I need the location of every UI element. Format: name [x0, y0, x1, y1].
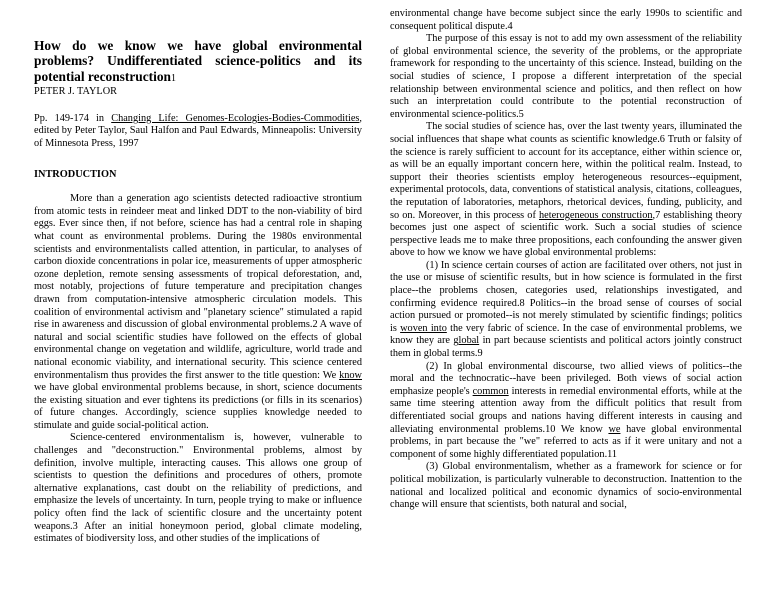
proposition-2: (2) In global environmental discourse, two allied views of politics--the moral and the technocratic--have been privileged. Both views of social action emphasize people's common interests in remedial environmental efforts, while at the same time steering attention away from the difficult politics that result from differentiated social groups and nations having different interests in causing and alleviating environmental problems.10 We know we have global environmental problems, in part because the "we" referred to acts as if it were unitary and not a component of some highly differentiated population.11 — [390, 360, 742, 460]
title-footnote-marker: 1 — [171, 72, 176, 84]
book-title: Changing Life: Genomes-Ecologies-Bodies-Commodities — [111, 112, 360, 124]
citation: Pp. 149-174 in Changing Life: Genomes-Ecologies-Bodies-Commodities, edited by Peter Taylor, Saul Halfon and Paul Edwards, Minneapolis: University of Minnesota Press, 1997 — [34, 112, 362, 149]
paragraph: The social studies of science has, over the last twenty years, illuminated the social influences that shape what counts as scientific knowledge.6 Truth or falsity of the science is rarely sufficient to account for its acceptance, either within science or, as will be an equally important concern here, within the political realm. Instead, to support their theories scientists employ heterogeneous resources--equipment, experimental protocols, data, conventions of statistical analysis, citations, colleagues, the reputation of laboratories, metaphors, rhetorical devices, funding, publicity, and so on. Moreover, in this process of heterogeneous construction,7 establishing theory becomes just one aspect of scientific work. Such a social studies of science perspective leads me to make three propositions, each confounding the answer given above to how we know we have global environmental problems: — [390, 121, 742, 259]
proposition-1: (1) In science certain courses of action are facilitated over others, not just in the use or misuse of scientific results, but in how science is formulated in the first place--the problems chosen, categories used, relationships investigated, and confirming evidence required.8 Politics--in the broad sense of courses of social action pursued or promoted--is not merely stimulated by scientific findings; politics is woven into the very fabric of science. In the case of environmental problems, we know they are global in part because scientists and political actors jointly construct them in global terms.9 — [390, 259, 742, 360]
paragraph: Science-centered environmentalism is, however, vulnerable to challenges and "deconstruction." Environmental problems, almost by definition, involve multiple, interacting causes. This allows one group of scientists to question the definitions and procedures of others, promote alternative explanations, cast doubt on the reliability of predictions, and emphasize the levels of uncertainty. In turn, people trying to make or influence policy often find the lack of scientific closure and the uncertainty potent weapons.3 After an initial honeymoon period, global climate modeling, estimates of biodiversity loss, and other studies of the implications of — [34, 432, 362, 545]
proposition-3: (3) Global environmentalism, whether as a framework for science or for political mobilization, is particularly vulnerable to deconstruction. Inattention to the national and localized political and economic dynamics of socio-environmental change will ensure that scientists, both natural and social, — [390, 461, 742, 511]
paragraph: The purpose of this essay is not to add my own assessment of the reliability of global environmental science, the severity of the problems, or the appropriate framework for responding to the uncertainty of this science. Instead, building on the social studies of science, I propose a different interpretation of the special relationship between environmental science and politics, and then reflect on how such an interpretation could contribute to the potential reconstruction of environmental science-politics.5 — [390, 33, 742, 120]
author: PETER J. TAYLOR — [34, 86, 117, 98]
paragraph: More than a generation ago scientists detected radioactive strontium from atomic tests in reindeer meat and linked DDT to the non-viability of bird eggs. Ever since then, if not before, science has had a central role in shaping what count as environmental problems. During the 1980s environmental scientists and environmentalists called attention, in particular, to analyses of carbon dioxide concentrations in polar ice, measurements of upper atmospheric ozone depletion, remote sensing assessments of tropical deforestation, and, most notably, projections of future temperature and precipitation changes drawn from computation-intensive atmospheric circulation models. This coalition of environmental activism and "planetary science" stimulated a rapid rise in awareness and discussion of global environmental problems.2 A wave of natural and social scientific studies have followed on the effects of global environmental change on vegetation and wildlife, agriculture, world trade and national economic viability, and international security. This science centered environmentalism thus provides the first answer to the title question: We know we have global environmental problems because, in short, science documents the existing situation and ever tightens its predictions (or fills in its scenarios) of future changes. Accordingly, science supplies knowledge needed to stimulate and guide social-political action. — [34, 193, 362, 431]
left-column — [34, 8, 362, 546]
article-title: How do we know we have global environmental problems? Undifferentiated science-politics and its potential reconstruction1 — [34, 38, 362, 84]
right-column — [390, 8, 742, 512]
section-heading: INTRODUCTION — [34, 168, 117, 180]
paragraph: environmental change have become subject since the early 1990s to scientific and consequent political dispute.4 — [390, 8, 742, 32]
